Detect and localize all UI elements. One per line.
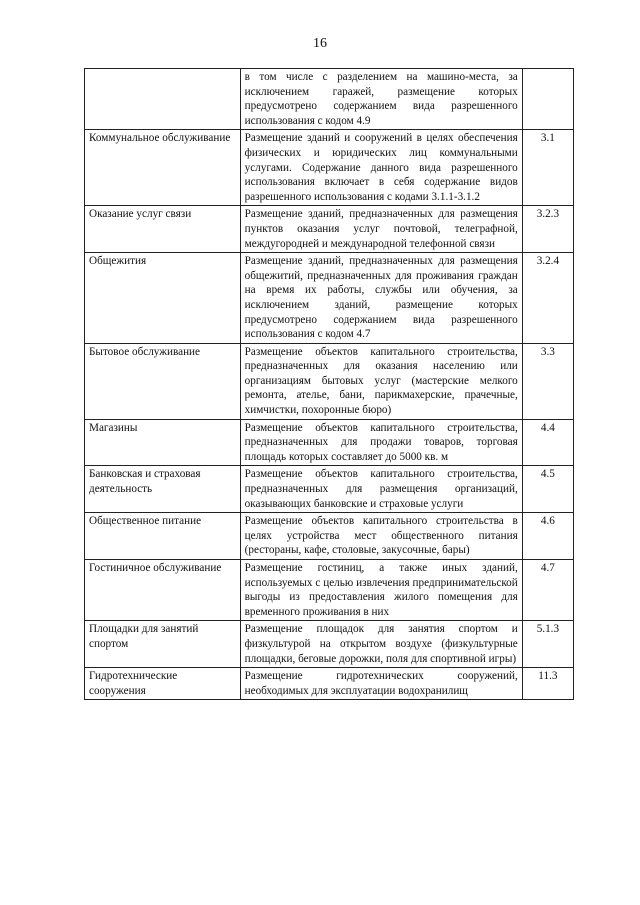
use-description-cell: Размещение зданий, предназначенных для размещения пунктов оказания услуг почтовой, телеграфной, междугородней и международной телефонной связи — [240, 206, 522, 253]
use-description-cell: Размещение объектов капитального строительства в целях устройства мест общественного питания (рестораны, кафе, столовые, закусочные, бары) — [240, 513, 522, 560]
use-name-cell: Оказание услуг связи — [85, 206, 241, 253]
table-row — [85, 466, 574, 513]
table-row — [85, 419, 574, 466]
use-code-cell: 4.4 — [522, 419, 573, 466]
table-row — [85, 513, 574, 560]
use-code-cell: 11.3 — [522, 668, 573, 700]
use-code-cell: 4.7 — [522, 560, 573, 621]
use-name-cell: Коммунальное обслуживание — [85, 130, 241, 206]
use-description-cell: в том числе с разделением на машино-места, за исключением гаражей, размещение которых предусмотрено содержанием вида разрешенного использования с кодом 4.9 — [240, 69, 522, 130]
use-description-cell: Размещение гостиниц, а также иных зданий, используемых с целью извлечения предпринимательской выгоды из предоставления жилого помещения для временного проживания в них — [240, 560, 522, 621]
use-description-cell: Размещение объектов капитального строительства, предназначенных для размещения организаций, оказывающих банковские и страховые услуги — [240, 466, 522, 513]
use-description-cell: Размещение зданий, предназначенных для размещения общежитий, предназначенных для проживания граждан на время их работы, службы или обучения, за исключением зданий, размещение которых предусмотрено содержанием вида разрешенного использования с кодом 4.7 — [240, 253, 522, 344]
use-name-cell: Гидротехнические сооружения — [85, 668, 241, 700]
use-description-cell: Размещение объектов капитального строительства, предназначенных для оказания населению или организациям бытовых услуг (мастерские мелкого ремонта, ателье, бани, парикмахерские, прачечные, химчистки, похоронные бюро) — [240, 343, 522, 419]
table-row — [85, 560, 574, 621]
use-code-cell: 3.2.4 — [522, 253, 573, 344]
use-code-cell: 3.1 — [522, 130, 573, 206]
use-code-cell: 3.3 — [522, 343, 573, 419]
table-row — [85, 621, 574, 668]
use-code-cell: 4.5 — [522, 466, 573, 513]
use-description-cell: Размещение объектов капитального строительства, предназначенных для продажи товаров, торговая площадь которых составляет до 5000 кв. м — [240, 419, 522, 466]
page-number: 16 — [313, 36, 327, 51]
use-description-cell: Размещение площадок для занятия спортом и физкультурой на открытом воздухе (физкультурные площадки, беговые дорожки, поля для спортивной игры) — [240, 621, 522, 668]
land-use-table — [84, 68, 574, 700]
table-row — [85, 668, 574, 700]
table-row — [85, 69, 574, 130]
use-name-cell: Общежития — [85, 253, 241, 344]
use-name-cell: Общественное питание — [85, 513, 241, 560]
use-name-cell: Банковская и страховая деятельность — [85, 466, 241, 513]
use-description-cell: Размещение зданий и сооружений в целях обеспечения физических и юридических лиц коммунальными услугами. Содержание данного вида разрешенного использования включает в себя содержание видов разрешенного использования с кодами 3.1.1-3.1.2 — [240, 130, 522, 206]
use-code-cell: 3.2.3 — [522, 206, 573, 253]
use-code-cell: 5.1.3 — [522, 621, 573, 668]
use-name-cell: Бытовое обслуживание — [85, 343, 241, 419]
table-body — [85, 69, 574, 700]
use-name-cell: Площадки для занятий спортом — [85, 621, 241, 668]
use-name-cell: Гостиничное обслуживание — [85, 560, 241, 621]
table-row — [85, 206, 574, 253]
use-code-cell: 4.6 — [522, 513, 573, 560]
use-name-cell — [85, 69, 241, 130]
use-code-cell — [522, 69, 573, 130]
table-row — [85, 130, 574, 206]
use-description-cell: Размещение гидротехнических сооружений, необходимых для эксплуатации водохранилищ — [240, 668, 522, 700]
use-name-cell: Магазины — [85, 419, 241, 466]
table-row — [85, 343, 574, 419]
table-row — [85, 253, 574, 344]
